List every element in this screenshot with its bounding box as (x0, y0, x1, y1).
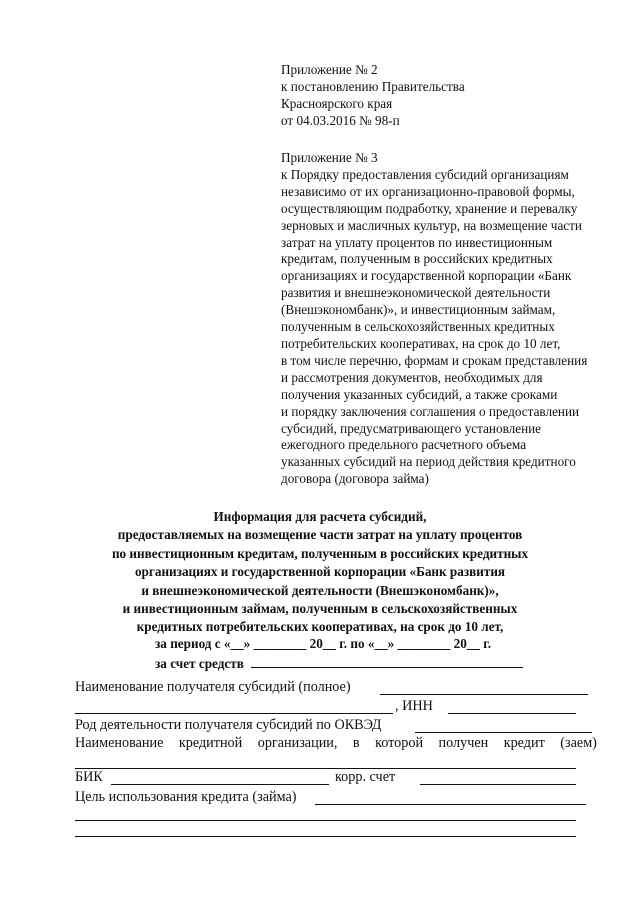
heading-line: по инвестиционным кредитам, полученным в российских кредитных (111, 545, 529, 561)
heading-line: кредитных потребительских кооперативах, на срок до 10 лет, (136, 619, 504, 635)
inn-blank[interactable] (448, 713, 576, 714)
appendix-3-reference (281, 150, 626, 488)
appendix-3-line: указанных субсидий на период действия кредитного (281, 454, 576, 470)
appendix-3-line: договора (договора займа) (281, 471, 429, 487)
corr-account-blank[interactable] (420, 784, 576, 785)
funds-source-label: за счет средств (155, 656, 244, 671)
appendix-2-reference (281, 62, 626, 130)
appendix-3-line: субсидий, предусматривающего установление (281, 420, 542, 436)
bik-blank[interactable] (111, 784, 329, 785)
appendix-3-line: кредитам, полученным в российских кредитных (281, 251, 553, 267)
recipient-name-blank[interactable] (380, 694, 588, 695)
appendix-3-line: организациях и государственной корпорации «Банк (281, 268, 572, 284)
heading-line: и внешнеэкономической деятельности (Внешэкономбанк)», (141, 582, 499, 598)
activity-okved-label: Род деятельности получателя субсидий по ОКВЭД (75, 717, 382, 733)
appendix-3-line: и порядку заключения соглашения о предоставлении (281, 403, 580, 419)
appendix-3-line: к Порядку предоставления субсидий организациям (281, 166, 569, 182)
funds-source-blank[interactable] (251, 654, 523, 668)
bik-label: БИК (75, 769, 103, 785)
appendix-3-line: потребительских кооперативах, на срок до 10 лет, (281, 335, 561, 351)
credit-purpose-continued-blank[interactable] (75, 820, 576, 821)
credit-organization-blank[interactable] (75, 768, 576, 769)
activity-okved-blank[interactable] (415, 732, 592, 733)
form-heading (40, 508, 600, 637)
corr-account-label: корр. счет (335, 769, 396, 785)
appendix-3-line: ежегодного предельного расчетного объема (281, 437, 527, 453)
appendix-3-line: развития и внешнеэкономической деятельности (281, 285, 551, 301)
appendix-2-line: Приложение № 2 (281, 62, 378, 77)
credit-purpose-blank[interactable] (315, 804, 586, 805)
period-line: за период с «__» ________ 20__ г. по «__» ________ 20__ г. (155, 636, 492, 651)
heading-line: организациях и государственной корпорации «Банк развития (134, 564, 506, 580)
appendix-3-line: в том числе перечню, формам и срокам представления (281, 352, 588, 368)
recipient-name-label: Наименование получателя субсидий (полное) (75, 679, 351, 695)
credit-purpose-continued-blank[interactable] (75, 836, 576, 837)
funds-source-line (155, 654, 523, 672)
recipient-name-continued-blank[interactable] (75, 713, 393, 714)
appendix-3-line: Приложение № 3 (281, 150, 378, 165)
appendix-3-line: полученным в сельскохозяйственных кредитных (281, 319, 555, 335)
appendix-3-line: получения указанных субсидий, а также сроками (281, 386, 558, 402)
appendix-3-line: затрат на уплату процентов по инвестиционным (281, 234, 553, 250)
heading-line: предоставляемых на возмещение части затрат на уплату процентов (117, 527, 523, 543)
credit-organization-label: Наименование кредитной организации, в которой получен кредит (заем) (75, 735, 597, 751)
appendix-2-line: к постановлению Правительства (281, 78, 465, 94)
heading-line: и инвестиционным займам, полученным в сельскохозяйственных (122, 601, 518, 617)
appendix-3-line: и рассмотрения документов, необходимых для (281, 369, 543, 385)
appendix-3-line: независимо от их организационно-правовой формы, (281, 183, 575, 199)
inn-label: , ИНН (395, 698, 433, 714)
appendix-3-line: (Внешэкономбанк)», и инвестиционным займам, (281, 302, 556, 318)
appendix-2-line: Красноярского края (281, 95, 393, 111)
appendix-3-line: осуществляющим подработку, хранение и перевалку (281, 200, 578, 216)
appendix-3-line: зерновых и масличных культур, на возмещение части (281, 217, 582, 233)
heading-line: Информация для расчета субсидий, (213, 509, 427, 524)
credit-purpose-label: Цель использования кредита (займа) (75, 789, 297, 805)
appendix-2-line: от 04.03.2016 № 98-п (281, 112, 400, 128)
